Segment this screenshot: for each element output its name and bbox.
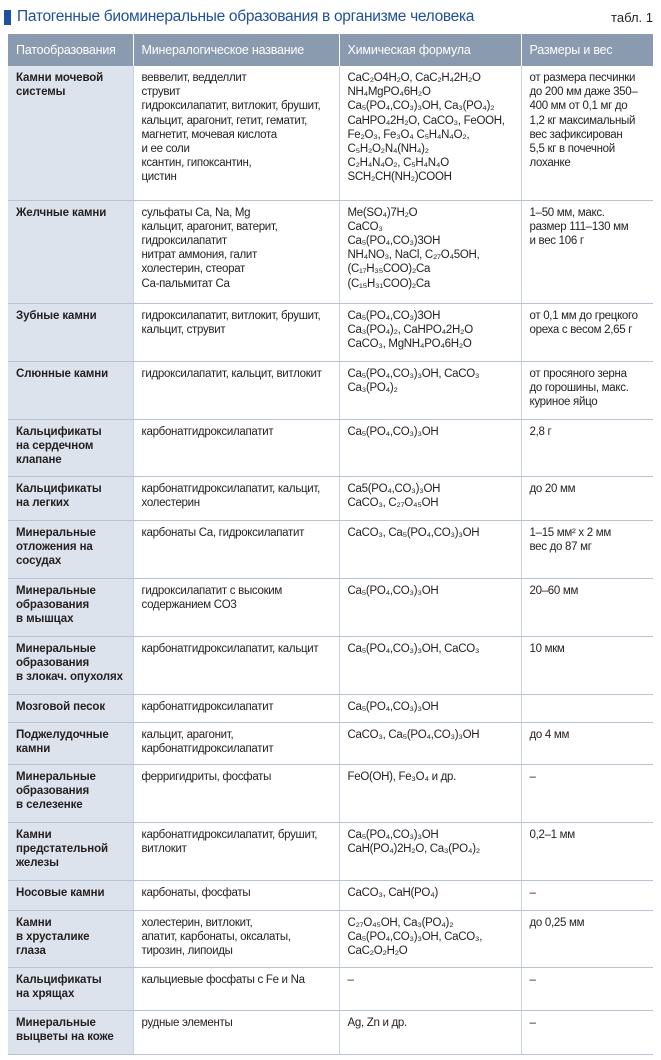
row-formula: Ca₅(PO₄,CO₃)₃OH [339,578,521,636]
row-size: 1–15 мм² x 2 мм вес до 87 мг [521,520,653,578]
table-row [8,476,653,520]
row-size: – [521,1010,653,1054]
row-size: 20–60 мм [521,578,653,636]
row-name: Кальцификаты на легких [8,476,133,520]
column-header-pathology: Патообразования [8,34,133,66]
row-name: Камни в хрусталике глаза [8,910,133,967]
table-header [8,34,653,66]
row-name: Мозговой песок [8,694,133,722]
row-mineral: холестерин, витлокит, апатит, карбонаты, оксалаты, тирозин, липоиды [133,910,339,967]
row-mineral: гидроксилапатит с высоким содержанием CO3 [133,578,339,636]
row-size: 2,8 г [521,419,653,476]
row-name: Минеральные образования в селезенке [8,764,133,822]
table-row [8,520,653,578]
row-name: Минеральные образования в мышцах [8,578,133,636]
row-name: Минеральные отложения на сосудах [8,520,133,578]
row-formula: Ca₅(PO₄,CO₃)₃OH [339,694,521,722]
table-row [8,1010,653,1054]
row-formula: Ca5(PO₄,CO₃)₃OH CaCO₃, C₂₇O₄₅OH [339,476,521,520]
row-name: Кальцификаты на сердечном клапане [8,419,133,476]
row-size: до 0,25 мм [521,910,653,967]
row-size: 1–50 мм, макс. размер 111–130 мм и вес 106 г [521,200,653,303]
row-name: Камни мочевой системы [8,66,133,200]
row-mineral: карбонатгидроксилапатит, брушит, витлокит [133,822,339,880]
row-mineral: сульфаты Ca, Na, Mg кальцит, арагонит, ватерит, гидроксилапатит нитрат аммония, галит холестерин, стеорат Ca-пальмитат Ca [133,200,339,303]
row-formula: Ca₅(PO₄,CO₃)₃OH, CaCO₃ [339,636,521,694]
row-formula: Ag, Zn и др. [339,1010,521,1054]
table-title: Патогенные биоминеральные образования в организме человека [17,8,475,25]
row-name: Носовые камни [8,880,133,910]
row-name: Камни предстательной железы [8,822,133,880]
title-bar [4,6,657,28]
row-formula: C₂₇O₄₅OH, Ca₃(PO₄)₂ Ca₅(PO₄,CO₃)₃OH, CaCO₃, CaC₂O₂H₂O [339,910,521,967]
minerals-table [8,34,654,1055]
row-name: Минеральные выцветы на коже [8,1010,133,1054]
row-size: – [521,764,653,822]
table-row [8,764,653,822]
row-mineral: карбонатгидроксилапатит [133,419,339,476]
row-mineral: карбонатгидроксилапатит, кальцит [133,636,339,694]
row-mineral: карбонаты Ca, гидроксилапатит [133,520,339,578]
table-row [8,66,653,200]
row-size: 0,2–1 мм [521,822,653,880]
row-size: – [521,880,653,910]
row-size: от просяного зерна до горошины, макс. куриное яйцо [521,361,653,419]
table-row [8,200,653,303]
row-size: 10 мкм [521,636,653,694]
row-formula: Ca₅(PO₄,CO₃)₃OH [339,419,521,476]
row-mineral: гидроксилапатит, кальцит, витлокит [133,361,339,419]
row-formula: Ca₅(PO₄,CO₃)3OH Ca₃(PO₄)₂, CaHPO₄2H₂O CaCO₃, MgNH₄PO₄6H₂O [339,303,521,361]
row-mineral: карбонатгидроксилапатит, кальцит, холестерин [133,476,339,520]
row-formula: Ca₅(PO₄,CO₃)₃OH, CaCO₃ Ca₃(PO₄)₂ [339,361,521,419]
row-size: от 0,1 мм до грецкого ореха с весом 2,65 г [521,303,653,361]
row-mineral: рудные элементы [133,1010,339,1054]
row-formula: CaCO₃, Ca₅(PO₄,CO₃)₃OH [339,520,521,578]
row-mineral: ферригидриты, фосфаты [133,764,339,822]
row-name: Кальцификаты на хрящах [8,967,133,1010]
row-formula: CaCO₃, Ca₅(PO₄,CO₃)₃OH [339,722,521,764]
table-row [8,880,653,910]
column-header-mineral: Минералогическое название [133,34,339,66]
row-size [521,694,653,722]
table-row [8,910,653,967]
table-row [8,636,653,694]
row-mineral: кальцит, арагонит, карбонатгидроксилапатит [133,722,339,764]
row-name: Поджелудочные камни [8,722,133,764]
title-marker-icon [4,10,11,25]
table-row [8,361,653,419]
row-name: Желчные камни [8,200,133,303]
column-header-formula: Химическая формула [339,34,521,66]
row-mineral: веввелит, ведделлит струвит гидроксилапатит, витлокит, брушит, кальцит, арагонит, гетит, гематит, магнетит, мочевая кислота и ее соли ксантин, гипоксантин, цистин [133,66,339,200]
table-body [8,66,653,1054]
table-row [8,303,653,361]
row-size: – [521,967,653,1010]
row-formula: CaCO₃, CaH(PO₄) [339,880,521,910]
row-size: от размера песчинки до 200 мм даже 350– 400 мм от 0,1 мг до 1,2 кг максимальный вес зафиксирован 5,5 кг в почечной лоханке [521,66,653,200]
table-row [8,419,653,476]
table-row [8,722,653,764]
row-name: Слюнные камни [8,361,133,419]
row-formula: FeO(OH), Fe₃O₄ и др. [339,764,521,822]
table-row [8,822,653,880]
table-number: табл. 1 [611,9,653,25]
header-row [8,34,653,66]
table-row [8,578,653,636]
table-row [8,694,653,722]
row-name: Минеральные образования в злокач. опухолях [8,636,133,694]
row-formula: CaC₂O4H₂O, CaC₂H₄2H₂O NH₄MgPO₄6H₂O Ca₅(PO₄,CO₃)₃OH, Ca₃(PO₄)₂ CaHPO₄2H₂O, CaCO₃, FeOOH, Fe₂O₃, Fe₃O₄ C₅H₄N₄O₂, C₅H₂O₂N₄(NH₄)₂ C₂H₄N₄O₂, C₅H₄N₄O SCH₂CH(NH₂)COOH [339,66,521,200]
row-formula: Ca₅(PO₄,CO₃)₃OH CaH(PO₄)2H₂O, Ca₃(PO₄)₂ [339,822,521,880]
row-size: до 4 мм [521,722,653,764]
row-name: Зубные камни [8,303,133,361]
table-row [8,967,653,1010]
row-mineral: гидроксилапатит, витлокит, брушит, кальцит, струвит [133,303,339,361]
row-formula: – [339,967,521,1010]
row-formula: Me(SO₄)7H₂O CaCO₃ Ca₅(PO₄,CO₃)3OH NH₄NO₃, NaCl, C₂₇O₄5OH, (C₁₇H₃₅COO)₂Ca (C₁₅H₃₁COO)₂Ca [339,200,521,303]
row-mineral: карбонатгидроксилапатит [133,694,339,722]
row-mineral: кальциевые фосфаты с Fe и Na [133,967,339,1010]
row-size: до 20 мм [521,476,653,520]
column-header-size: Размеры и вес [521,34,653,66]
row-mineral: карбонаты, фосфаты [133,880,339,910]
